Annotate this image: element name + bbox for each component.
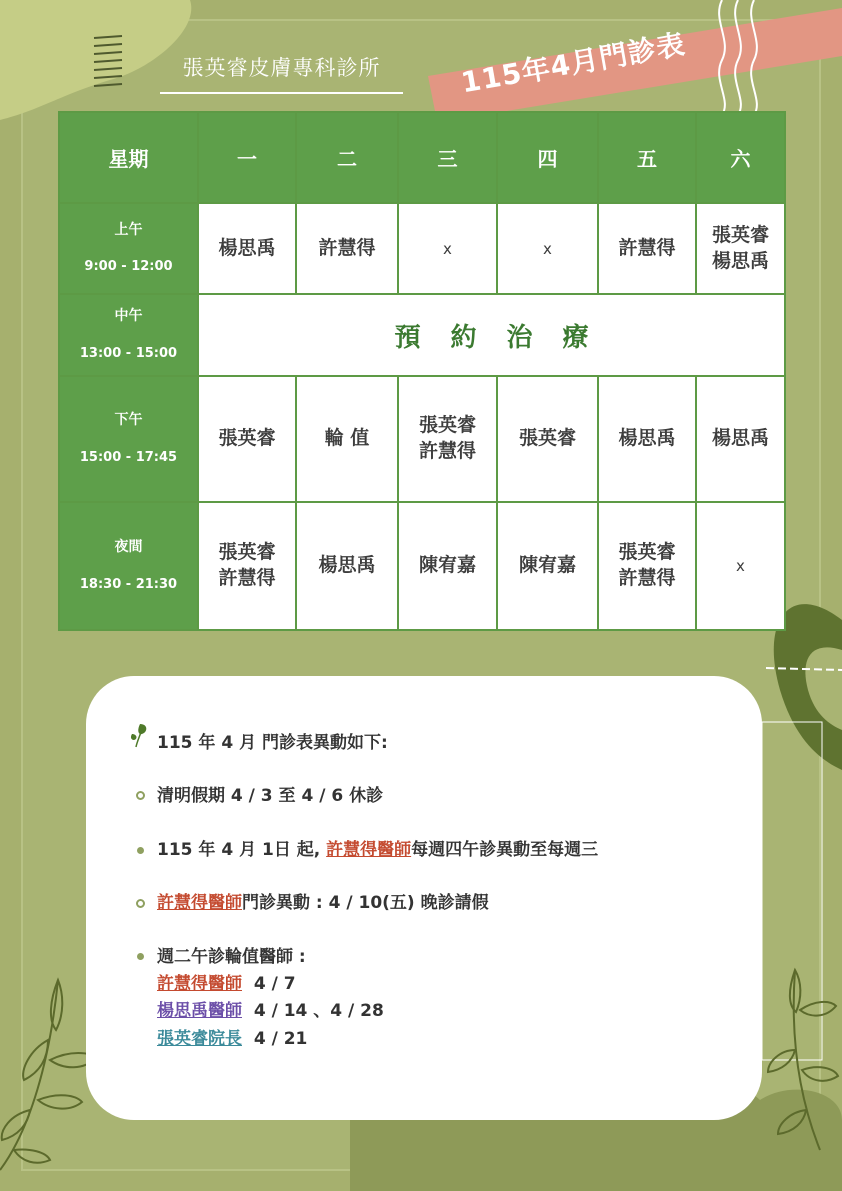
rotation-line: 張英睿院長 4 / 21 bbox=[157, 1028, 308, 1049]
period-time: 15:00 - 17:45 bbox=[79, 449, 178, 465]
table-row-afternoon bbox=[59, 376, 785, 502]
schedule-cell: 輪 值 bbox=[296, 376, 398, 502]
doctor-link[interactable]: 許慧得醫師 bbox=[326, 840, 412, 860]
clinic-name: 張英睿皮膚專科診所 bbox=[182, 56, 381, 80]
ring-bullet-icon bbox=[136, 791, 145, 800]
rotation-line: 許慧得醫師 4 / 7 bbox=[157, 974, 296, 995]
schedule-cell: 張英睿 楊思禹 bbox=[696, 203, 785, 294]
header-weekday: 星期 bbox=[59, 112, 198, 203]
schedule-cell: 許慧得 bbox=[296, 203, 398, 294]
header-day-wed: 三 bbox=[398, 112, 497, 203]
header-day-fri: 五 bbox=[598, 112, 696, 203]
rotation-line: 楊思禹醫師 4 / 14 、4 / 28 bbox=[157, 1001, 384, 1022]
notice-item-leave: 許慧得醫師門診異動 : 4 / 10(五) 晚診請假 bbox=[157, 893, 489, 913]
schedule-cell: 張英睿 許慧得 bbox=[198, 502, 296, 630]
schedule-cell: 楊思禹 bbox=[198, 203, 296, 294]
schedule-cell: x bbox=[696, 502, 785, 630]
schedule-cell: 張英睿 許慧得 bbox=[398, 376, 497, 502]
period-label: 下午 bbox=[114, 412, 143, 429]
period-label: 中午 bbox=[114, 308, 143, 325]
header-day-tue: 二 bbox=[296, 112, 398, 203]
period-label: 夜間 bbox=[114, 539, 143, 556]
period-afternoon bbox=[59, 376, 198, 502]
ring-bullet-icon bbox=[136, 899, 145, 908]
notice-item-rotation: 週二午診輪值醫師 : 許慧得醫師 4 / 7 楊思禹醫師 4 / 14 、4 / 28 張英睿院長 4 / 21 bbox=[157, 944, 384, 1053]
dot-bullet-icon bbox=[137, 953, 144, 960]
dot-bullet-icon bbox=[137, 847, 144, 854]
schedule-cell: 陳宥嘉 bbox=[497, 502, 598, 630]
period-morning bbox=[59, 203, 198, 294]
schedule-cell: 張英睿 bbox=[497, 376, 598, 502]
doctor-link[interactable]: 許慧得醫師 bbox=[157, 974, 242, 995]
period-time: 13:00 - 15:00 bbox=[79, 345, 178, 361]
schedule-cell: 張英睿 bbox=[198, 376, 296, 502]
leaf-bullet-icon bbox=[128, 722, 150, 748]
header-day-thu: 四 bbox=[497, 112, 598, 203]
doctor-link[interactable]: 楊思禹醫師 bbox=[157, 1001, 242, 1022]
notice-heading: 115 年 4 月 門診表異動如下: bbox=[157, 733, 388, 753]
schedule-cell: x bbox=[398, 203, 497, 294]
doctor-link[interactable]: 張英睿院長 bbox=[157, 1028, 242, 1049]
period-noon bbox=[59, 294, 198, 376]
period-time: 18:30 - 21:30 bbox=[79, 576, 178, 592]
clinic-schedule-table bbox=[58, 111, 786, 631]
period-evening bbox=[59, 502, 198, 630]
period-label: 上午 bbox=[114, 221, 143, 238]
schedule-cell: 張英睿 許慧得 bbox=[598, 502, 696, 630]
table-row-morning bbox=[59, 203, 785, 294]
appointment-treatment-cell: 預約治療 bbox=[198, 294, 785, 376]
schedule-cell: 陳宥嘉 bbox=[398, 502, 497, 630]
table-row-evening bbox=[59, 502, 785, 630]
schedule-cell: 楊思禹 bbox=[598, 376, 696, 502]
schedule-cell: 許慧得 bbox=[598, 203, 696, 294]
notice-item-holiday: 清明假期 4 / 3 至 4 / 6 休診 bbox=[157, 786, 384, 806]
table-header-row bbox=[59, 112, 785, 203]
header-day-mon: 一 bbox=[198, 112, 296, 203]
doctor-link[interactable]: 許慧得醫師 bbox=[157, 893, 242, 913]
period-time: 9:00 - 12:00 bbox=[84, 259, 173, 275]
header-day-sat: 六 bbox=[696, 112, 785, 203]
schedule-cell: 楊思禹 bbox=[296, 502, 398, 630]
table-row-noon bbox=[59, 294, 785, 376]
schedule-title: 115年4月門診表 bbox=[458, 27, 688, 100]
clinic-name-underline bbox=[160, 92, 403, 94]
schedule-cell: 楊思禹 bbox=[696, 376, 785, 502]
schedule-cell: x bbox=[497, 203, 598, 294]
notice-item-schedule-change: 115 年 4 月 1日 起, 許慧得醫師每週四午診異動至每週三 bbox=[157, 840, 599, 860]
